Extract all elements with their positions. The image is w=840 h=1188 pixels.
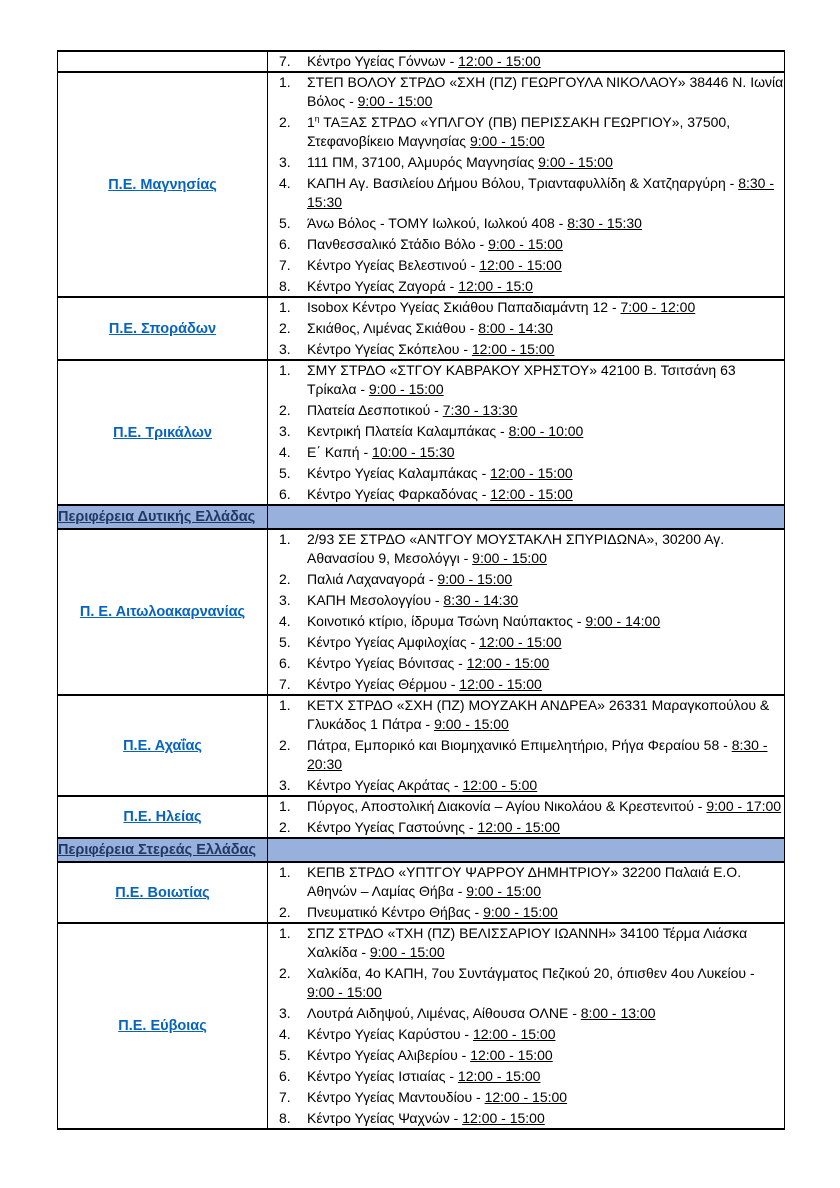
item-hours: 9:00 - 15:00 [368,381,444,397]
location-item [268,340,784,359]
location-item [268,818,784,837]
item-text-segment: ΚΕΠΒ ΣΤΡΔΟ «ΥΠΤΓΟΥ ΨΑΡΡΟΥ ΔΗΜΗΤΡΙΟΥ» 32200 Παλαιά Ε.Ο. Αθηνών – Λαμίας Θήβα - [307,864,742,899]
item-hours: 8:30 - 20:30 [307,737,768,772]
locations-cell [268,862,785,923]
region-cell [58,923,268,1129]
item-number: 4. [279,613,291,629]
item-text-segment: Κέντρο Υγείας Θέρμου - [307,676,460,692]
item-hours: 8:00 - 13:00 [580,1005,656,1021]
region-cell [58,360,268,505]
item-text [307,591,784,610]
item-text-segment: Κέντρο Υγείας Σκόπελου - [307,341,472,357]
location-item [268,1025,784,1044]
item-text-segment: Κέντρο Υγείας Αμφιλοχίας - [307,634,480,650]
location-item [268,903,784,922]
item-number: 8. [279,278,291,294]
item-text-segment: Ε΄ Καπή - [307,444,373,460]
item-text [307,1067,784,1086]
location-item [268,319,784,338]
item-text-segment: η [314,113,320,124]
item-text-segment: Κέντρο Υγείας Καλαμπάκας - [307,465,491,481]
item-text [307,1109,784,1128]
location-item [268,235,784,254]
item-number: 6. [279,236,291,252]
item-text [307,485,784,504]
locations-cell [268,297,785,360]
item-text-segment: Κέντρο Υγείας Ακράτας - [307,777,463,793]
item-text-segment: Παλιά Λαχαναγορά - [307,571,438,587]
item-text-segment: Λουτρά Αιδηψού, Λιμένας, Αίθουσα ΟΛΝΕ - [307,1005,581,1021]
item-text [307,319,784,338]
item-number: 8. [279,1110,291,1126]
item-number: 3. [279,341,291,357]
item-text [307,52,784,71]
item-number: 5. [279,634,291,650]
item-text [307,401,784,420]
item-text-segment: 2/93 ΣΕ ΣΤΡΔΟ «ΑΝΤΓΟΥ ΜΟΥΣΤΑΚΛΗ ΣΠΥΡΙΔΩΝΑ», 30200 Αγ. Αθανασίου 9, Μεσολόγγι - [307,531,725,566]
item-text-segment: ΣΠΖ ΣΤΡΔΟ «ΤΧΗ (ΠΖ) ΒΕΛΙΣΣΑΡΙΟΥ ΙΩΑΝΝΗ» 34100 Τέρμα Λιάσκα Χαλκίδα - [307,925,748,960]
location-item [268,422,784,441]
item-text [307,1046,784,1065]
item-text-segment: Κέντρο Υγείας Καρύστου - [307,1026,473,1042]
item-hours: 9:00 - 14:00 [585,613,661,629]
item-text [307,863,784,901]
table-row [58,72,785,297]
table-row [58,529,785,695]
item-text [307,422,784,441]
item-hours: 12:00 - 15:00 [458,53,541,69]
item-text-segment: Κέντρο Υγείας Γαστούνης - [307,819,478,835]
item-text [307,443,784,462]
location-item [268,570,784,589]
item-number: 1. [279,864,291,880]
location-item [268,654,784,673]
table-row [58,923,785,1129]
item-text-segment: 1 [307,114,315,130]
location-item [268,361,784,399]
item-number: 2. [279,402,291,418]
location-item [268,73,784,111]
locations-cell [268,51,785,72]
item-text [307,818,784,837]
item-number: 3. [279,777,291,793]
item-text [307,675,784,694]
item-hours: 12:00 - 15:00 [490,486,573,502]
item-text [307,174,784,212]
location-item [268,863,784,901]
location-item [268,214,784,233]
item-text [307,1088,784,1107]
location-item [268,1088,784,1107]
region-link[interactable]: Π.Ε. Σποράδων [108,320,217,337]
item-hours: 9:00 - 15:00 [466,883,541,899]
item-text-segment: Κέντρο Υγείας Ψαχνών - [307,1110,463,1126]
item-hours: 9:00 - 15:00 [538,154,613,170]
locations-cell [268,72,785,297]
location-item [268,277,784,296]
item-hours: 8:00 - 10:00 [508,423,584,439]
location-item [268,1109,784,1128]
item-text-segment: Άνω Βόλος - ΤΟΜΥ Ιωλκού, Ιωλκού 408 - [307,215,568,231]
item-text-segment: ΣΜΥ ΣΤΡΔΟ «ΣΤΓΟΥ ΚΑΒΡΑΚΟΥ ΧΡΗΣΤΟΥ» 42100 Β. Τσιτσάνη 63 Τρίκαλα - [307,362,736,397]
item-hours: 9:00 - 15:00 [469,133,545,149]
item-number: 3. [279,423,291,439]
item-number: 4. [279,444,291,460]
item-hours: 9:00 - 15:00 [472,550,547,566]
region-link[interactable]: Π. Ε. Αιτωλοακαρνανίας [79,604,246,620]
item-hours: 12:00 - 15:00 [466,655,550,671]
item-number: 7. [279,676,291,692]
item-hours: 9:00 - 15:00 [483,904,558,920]
item-text-segment: Isobox Κέντρο Υγείας Σκιάθου Παπαδιαμάντη 12 - [307,299,621,315]
item-hours: 9:00 - 15:00 [488,236,563,252]
item-text-segment: Κέντρο Υγείας Αλιβερίου - [307,1047,471,1063]
location-item [268,1067,784,1086]
location-item [268,924,784,962]
item-text-segment: Κέντρο Υγείας Γόννων - [307,53,459,69]
item-text-segment: Πλατεία Δεσποτικού - [307,402,443,418]
item-text [307,1004,784,1023]
section-header-spacer [268,505,785,529]
item-hours: 8:00 - 14:30 [478,320,553,336]
item-text-segment: Χαλκίδα, 4ο ΚΑΠΗ, 7ου Συντάγματος Πεζικού 20, όπισθεν 4ου Λυκείου - [307,965,755,981]
item-text [307,298,784,317]
locations-cell [268,360,785,505]
item-hours: 7:30 - 13:30 [442,402,518,418]
item-hours: 9:00 - 15:00 [434,716,509,732]
item-hours: 12:00 - 15:00 [477,819,560,835]
item-text-segment: ΚΕΤΧ ΣΤΡΔΟ «ΣΧΗ (ΠΖ) ΜΟΥΖΑΚΗ ΑΝΔΡΕΑ» 26331 Μαραγκοπούλου & Γλυκάδος 1 Πάτρα - [307,697,770,732]
region-link[interactable]: Π.Ε. Ηλείας [123,809,202,825]
item-number: 6. [279,655,291,671]
item-number: 2. [279,114,291,130]
location-item [268,256,784,275]
item-number: 4. [279,1026,291,1042]
schedule-table-body [58,51,785,1129]
region-cell [58,695,268,796]
item-text-segment: Κέντρο Υγείας Μαντουδίου - [307,1089,485,1105]
region-cell-empty [58,51,268,72]
item-hours: 9:00 - 15:00 [357,93,433,109]
region-link[interactable]: Π.Ε. Μαγνησίας [108,176,217,193]
item-number: 2. [279,965,291,981]
item-number: 2. [279,320,291,336]
item-text [307,214,784,233]
locations-cell [268,796,785,838]
item-number: 5. [279,215,291,231]
locations-cell [268,923,785,1129]
location-item [268,52,784,71]
section-header-cell [58,838,268,862]
item-text [307,340,784,359]
location-item [268,174,784,212]
location-item [268,298,784,317]
region-link[interactable]: Π.Ε. Βοιωτίας [115,884,210,901]
item-hours: 12:00 - 15:0 [458,278,533,294]
item-number: 1. [279,531,291,547]
item-hours: 12:00 - 5:00 [462,777,538,793]
item-number: 1. [279,362,291,378]
region-cell [58,72,268,297]
item-text-segment: Πανθεσσαλικό Στάδιο Βόλο - [307,236,489,252]
item-text [307,277,784,296]
item-hours: 12:00 - 15:00 [459,676,542,692]
item-text-segment: Κέντρο Υγείας Βελεστινού - [307,257,480,273]
item-number: 1. [279,74,291,90]
item-hours: 7:00 - 12:00 [620,299,696,315]
item-hours: 10:00 - 15:30 [372,444,455,460]
item-number: 1. [279,925,291,941]
region-link[interactable]: Π.Ε. Τρικάλων [113,424,212,441]
location-item [268,591,784,610]
item-text-segment: Σκιάθος, Λιμένας Σκιάθου - [307,320,479,336]
section-header-cell [58,505,268,529]
item-text [307,256,784,275]
item-text [307,633,784,652]
region-cell [58,297,268,360]
item-number: 1. [279,798,291,814]
item-text-segment: ΚΑΠΗ Αγ. Βασιλείου Δήμου Βόλου, Τριανταφυλλίδη & Χατζηαργύρη - [307,175,739,191]
locations-cell [268,695,785,796]
item-number: 5. [279,1047,291,1063]
region-link[interactable]: Π.Ε. Αχαΐας [123,737,202,754]
item-text-segment: Κέντρο Υγείας Ζαγορά - [307,278,459,294]
item-text-segment: Κοινοτικό κτίριο, ίδρυμα Τσώνη Ναύπακτος - [307,613,586,629]
item-hours: 12:00 - 15:00 [472,1026,556,1042]
item-text-segment: Πνευματικό Κέντρο Θήβας - [307,904,484,920]
table-row [58,51,785,72]
item-hours: 9:00 - 15:00 [437,571,513,587]
locations-cell [268,529,785,695]
item-text [307,696,784,734]
item-text-segment: ΣΤΕΠ ΒΟΛΟΥ ΣΤΡΔΟ «ΣΧΗ (ΠΖ) ΓΕΩΡΓΟΥΛΑ ΝΙΚΟΛΑΟΥ» 38446 Ν. Ιωνία Βόλος - [307,74,784,109]
section-header-spacer [268,838,785,862]
location-item [268,736,784,774]
region-link[interactable]: Π.Ε. Εύβοιας [118,1018,207,1034]
item-hours: 9:00 - 15:00 [369,944,445,960]
item-text [307,612,784,631]
item-text-segment: Κέντρο Υγείας Βόνιτσας - [307,655,467,671]
location-item [268,485,784,504]
item-text [307,776,784,795]
location-item [268,612,784,631]
item-number: 1. [279,299,291,315]
item-text [307,924,784,962]
location-item [268,633,784,652]
item-number: 3. [279,592,291,608]
table-row [58,796,785,838]
location-item [268,964,784,1002]
item-hours: 12:00 - 15:00 [471,341,555,357]
location-item [268,1004,784,1023]
item-number: 7. [279,257,291,273]
item-text [307,530,784,568]
item-text [307,903,784,922]
item-number: 5. [279,465,291,481]
section-header-row [58,838,785,862]
table-row [58,360,785,505]
item-hours: 12:00 - 15:00 [470,1047,553,1063]
item-text-segment: Κέντρο Υγείας Φαρκαδόνας - [307,486,491,502]
table-row [58,297,785,360]
item-number: 1. [279,697,291,713]
table-row [58,862,785,923]
item-text [307,153,784,172]
item-number: 4. [279,175,291,191]
item-hours: 12:00 - 15:00 [484,1089,568,1105]
item-text [307,736,784,774]
table-row [58,695,785,796]
location-item [268,530,784,568]
item-number: 7. [279,53,291,69]
item-hours: 8:30 - 14:30 [443,592,519,608]
item-text [307,464,784,483]
location-item [268,696,784,734]
item-number: 3. [279,154,291,170]
item-text-segment: ΤΑΞΑΣ ΣΤΡΔΟ «ΥΠΛΓΟΥ (ΠΒ) ΠΕΡΙΣΣΑΚΗ ΓΕΩΡΓΙΟΥ», 37500, Στεφανοβίκειο Μαγνησίας [307,114,731,149]
item-text [307,361,784,399]
schedule-table [57,50,785,1130]
region-cell [58,529,268,695]
location-item [268,776,784,795]
item-text [307,73,784,111]
item-hours: 8:30 - 15:30 [567,215,642,231]
location-item [268,797,784,816]
item-number: 7. [279,1089,291,1105]
item-text-segment: ΚΑΠΗ Μεσολογγίου - [307,592,444,608]
item-number: 2. [279,819,291,835]
item-hours: 8:30 - 15:30 [307,175,774,210]
item-text [307,1025,784,1044]
region-cell [58,862,268,923]
location-item [268,401,784,420]
region-cell [58,796,268,838]
item-hours: 9:00 - 17:00 [706,798,782,814]
item-number: 6. [279,486,291,502]
location-item [268,443,784,462]
item-text-segment: Πύργος, Αποστολική Διακονία – Αγίου Νικολάου & Κρεστενιτού - [307,798,707,814]
item-hours: 12:00 - 15:00 [462,1110,545,1126]
item-hours: 9:00 - 15:00 [307,984,382,1000]
item-number: 3. [279,1005,291,1021]
section-header-row [58,505,785,529]
location-item [268,675,784,694]
item-text [307,570,784,589]
location-item [268,1046,784,1065]
location-item [268,153,784,172]
item-text-segment: Κέντρο Υγείας Ιστιαίας - [307,1068,458,1084]
item-text [307,797,784,816]
item-text [307,964,784,1002]
item-text [307,654,784,673]
location-item [268,464,784,483]
location-item [268,113,784,151]
section-header-label: Περιφέρεια Στερεάς Ελλάδας [58,842,257,858]
item-text [307,235,784,254]
item-hours: 12:00 - 15:00 [490,465,573,481]
item-number: 2. [279,904,291,920]
item-hours: 12:00 - 15:00 [479,634,562,650]
item-text-segment: Πάτρα, Εμπορικό και Βιομηχανικό Επιμελητήριο, Ρήγα Φεραίου 58 - [307,737,732,753]
item-number: 2. [279,737,291,753]
section-header-label: Περιφέρεια Δυτικής Ελλάδας [58,509,256,525]
item-number: 6. [279,1068,291,1084]
item-hours: 12:00 - 15:00 [479,257,562,273]
item-number: 2. [279,571,291,587]
item-text-segment: Κεντρική Πλατεία Καλαμπάκας - [307,423,509,439]
item-text-segment: 111 ΠΜ, 37100, Αλμυρός Μαγνησίας [307,154,539,170]
item-text [307,113,784,151]
item-hours: 12:00 - 15:00 [457,1068,541,1084]
